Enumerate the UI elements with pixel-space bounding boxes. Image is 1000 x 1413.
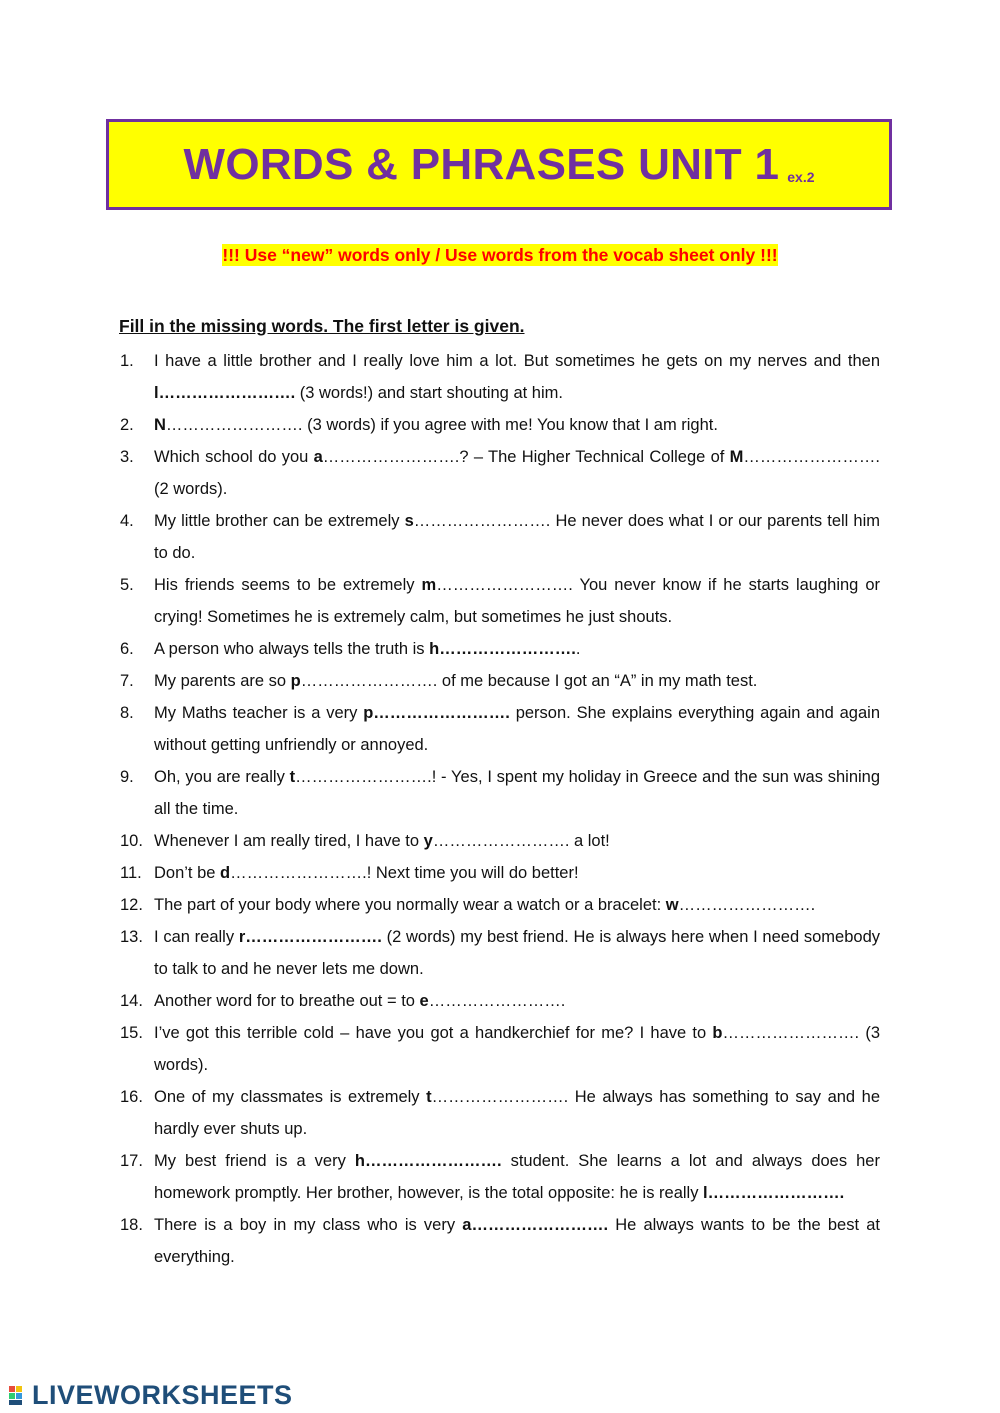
instruction-heading: Fill in the missing words. The first letter is given. xyxy=(119,316,525,336)
item-text: …………………….! - Yes, I spent my holiday in Greece and the sun was shining all the time. xyxy=(154,768,881,818)
blank-hint: w xyxy=(665,896,679,914)
exercise-item xyxy=(120,345,880,409)
item-text: My best friend is a very xyxy=(154,1152,355,1170)
exercise-item xyxy=(120,1081,880,1145)
blank-hint: t xyxy=(426,1088,432,1106)
item-text: My little brother can be extremely xyxy=(154,512,405,530)
item-number: 7. xyxy=(120,672,134,690)
blank-hint: M xyxy=(729,448,744,466)
exercise-item xyxy=(120,1209,880,1273)
item-number: 3. xyxy=(120,448,134,466)
item-number: 14. xyxy=(120,992,143,1010)
item-number: 6. xyxy=(120,640,134,658)
blank-hint: b xyxy=(712,1024,723,1042)
blank-hint: h……………………. xyxy=(354,1152,502,1170)
exercise-item xyxy=(120,697,880,761)
item-number: 15. xyxy=(120,1024,143,1042)
item-number: 4. xyxy=(120,512,134,530)
exercise-item xyxy=(120,633,880,665)
blank-hint: d xyxy=(220,864,231,882)
exercise-item xyxy=(120,441,880,505)
item-text: ……………………. of me because I got an “A” in my math test. xyxy=(300,672,758,690)
blank-hint: y xyxy=(423,832,433,850)
item-number: 5. xyxy=(120,576,134,594)
blank-hint: p……………………. xyxy=(363,704,510,722)
blank-hint: N xyxy=(154,416,166,434)
exercise-item xyxy=(120,857,880,889)
blank-hint: r……………………. xyxy=(238,928,382,946)
item-text: …………………….! Next time you will do better! xyxy=(230,864,579,882)
exercise-list xyxy=(120,345,880,1273)
page-title: WORDS & PHRASES UNIT 1 xyxy=(183,139,780,189)
exercise-item xyxy=(120,985,880,1017)
item-text: He always wants to be the best at everything. xyxy=(154,1216,880,1266)
blank-hint: l……………………. xyxy=(154,384,296,402)
exercise-item xyxy=(120,921,880,985)
item-text: My Maths teacher is a very xyxy=(154,704,364,722)
blank-hint: l……………………. xyxy=(703,1184,845,1202)
item-text: I’ve got this terrible cold – have you got a handkerchief for me? I have to xyxy=(154,1024,713,1042)
item-text: ……………………. xyxy=(428,992,566,1010)
item-text: ……………………. (3 words). xyxy=(154,1024,880,1074)
liveworksheets-logo-icon xyxy=(8,1384,30,1406)
item-number: 16. xyxy=(120,1088,143,1106)
notice-text: !!! Use “new” words only / Use words from the vocab sheet only !!! xyxy=(222,245,778,265)
item-number: 10. xyxy=(120,832,143,850)
item-text: A person who always tells the truth is xyxy=(154,640,430,658)
item-text: ……………………. You never know if he starts laughing or crying! Sometimes he is extremely calm, but sometimes he just shouts. xyxy=(154,576,881,626)
item-text: One of my classmates is extremely xyxy=(154,1088,427,1106)
exercise-item xyxy=(120,761,880,825)
blank-hint: p xyxy=(290,672,301,690)
exercise-item xyxy=(120,825,880,857)
item-text: Oh, you are really xyxy=(154,768,290,786)
exercise-item xyxy=(120,505,880,569)
notice-banner xyxy=(0,245,1000,266)
item-text: (3 words!) and start shouting at him. xyxy=(295,384,563,402)
exercise-item xyxy=(120,889,880,921)
item-number: 12. xyxy=(120,896,143,914)
blank-hint: s xyxy=(404,512,414,530)
item-text: ……………………. (2 words). xyxy=(154,448,880,498)
blank-hint: t xyxy=(289,768,296,786)
item-text: student. She learns a lot and always does her homework promptly. Her brother, however, is the total opposite: he is really xyxy=(154,1152,880,1202)
item-text: Another word for to breathe out = to xyxy=(154,992,420,1010)
item-number: 13. xyxy=(120,928,143,946)
item-text: The part of your body where you normally wear a watch or a bracelet: xyxy=(154,896,666,914)
item-text: My parents are so xyxy=(154,672,291,690)
item-number: 17. xyxy=(120,1152,143,1170)
item-number: 11. xyxy=(120,864,142,882)
blank-hint: a……………………. xyxy=(462,1216,609,1234)
item-text: His friends seems to be extremely xyxy=(154,576,422,594)
exercise-item xyxy=(120,1017,880,1081)
item-text: Don’t be xyxy=(154,864,221,882)
item-text: ……………………. (3 words) if you agree with me! You know that I am right. xyxy=(165,416,718,434)
item-number: 2. xyxy=(120,416,134,434)
exercise-item xyxy=(120,665,880,697)
item-text: ……………………. He always has something to say and he hardly ever shuts up. xyxy=(154,1088,880,1138)
item-text: ……………………. a lot! xyxy=(432,832,610,850)
item-text: ……………………. xyxy=(678,896,816,914)
blank-hint: m xyxy=(421,576,437,594)
item-text: Which school do you xyxy=(154,448,314,466)
item-number: 8. xyxy=(120,704,134,722)
item-text: person. She explains everything again and again without getting unfriendly or annoyed. xyxy=(154,704,881,754)
title-banner xyxy=(106,119,892,210)
exercise-item xyxy=(120,1145,880,1209)
item-text: ……………………. He never does what I or our parents tell him to do. xyxy=(154,512,880,562)
exercise-item xyxy=(120,409,880,441)
blank-hint: h……………………. xyxy=(429,640,576,658)
item-text: …………………….? – The Higher Technical College of xyxy=(322,448,730,466)
blank-hint: e xyxy=(419,992,429,1010)
blank-hint: a xyxy=(313,448,323,466)
item-text: I have a little brother and I really love him a lot. But sometimes he gets on my nerves and then xyxy=(154,352,880,370)
exercise-item xyxy=(120,569,880,633)
item-text: . xyxy=(575,640,581,658)
item-number: 9. xyxy=(120,768,134,786)
exercise-number: ex.2 xyxy=(787,169,815,185)
item-number: 1. xyxy=(120,352,134,370)
item-number: 18. xyxy=(120,1216,143,1234)
item-text: (2 words) my best friend. He is always here when I need somebody to talk to and he never lets me down. xyxy=(154,928,880,978)
brand-name: LIVEWORKSHEETS xyxy=(32,1379,293,1410)
footer-brand xyxy=(8,1380,293,1410)
item-text: Whenever I am really tired, I have to xyxy=(154,832,424,850)
item-text: I can really xyxy=(154,928,239,946)
item-text: There is a boy in my class who is very xyxy=(154,1216,463,1234)
